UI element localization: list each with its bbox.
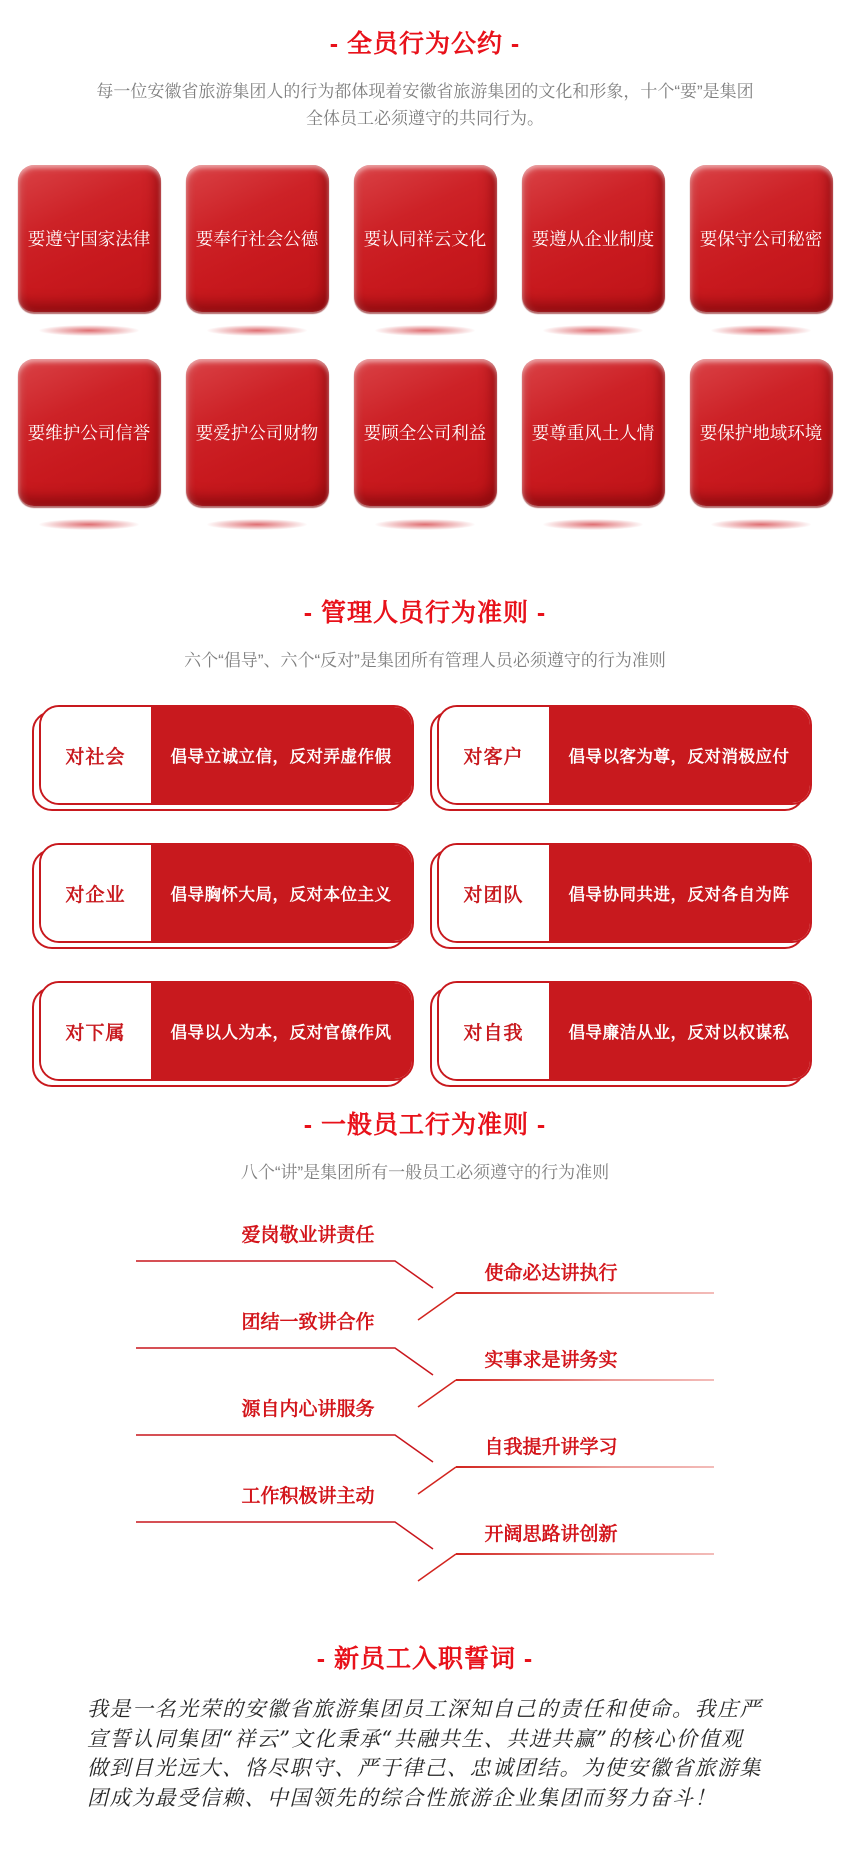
staff-rule-left-label: 爱岗敬业讲责任	[241, 1225, 375, 1246]
rule-target-label: 对团队	[439, 845, 549, 941]
section-all-staff-convention	[0, 0, 850, 506]
behavior-cards-grid	[0, 165, 850, 506]
management-rule-box	[39, 981, 414, 1081]
zigzag-line	[136, 1348, 433, 1375]
management-rule-box	[39, 843, 414, 943]
rule-target-label: 对自我	[439, 983, 549, 1079]
all-staff-convention-title: - 全员行为公约 -	[329, 30, 521, 58]
staff-rules-zigzag-diagram	[0, 1214, 850, 1594]
zigzag-line	[418, 1554, 456, 1581]
behavior-card	[186, 359, 329, 506]
rule-content-label: 倡导协同共进，反对各自为阵	[549, 845, 810, 941]
behavior-card	[18, 165, 161, 312]
staff-rule-right-label: 自我提升讲学习	[484, 1437, 618, 1458]
staff-rule-left-label: 工作积极讲主动	[241, 1486, 375, 1507]
management-rule-row	[39, 981, 414, 1081]
staff-rule-right-label: 使命必达讲执行	[484, 1263, 618, 1284]
rule-content-label: 倡导以客为尊，反对消极应付	[549, 707, 810, 803]
behavior-card	[690, 165, 833, 312]
behavior-card-label: 要遵守国家法律	[27, 229, 151, 249]
section-management-rules	[0, 595, 850, 1081]
behavior-card-label: 要认同祥云文化	[363, 229, 487, 249]
zigzag-line	[136, 1435, 433, 1462]
zigzag-line	[136, 1261, 433, 1288]
management-rule-row	[39, 705, 414, 805]
management-rules-grid	[0, 705, 850, 1081]
zigzag-line	[136, 1522, 433, 1549]
rule-target-label: 对企业	[41, 845, 151, 941]
behavior-card-label: 要保护地域环境	[699, 423, 823, 443]
behavior-card	[186, 165, 329, 312]
behavior-card	[522, 359, 665, 506]
management-rule-row	[437, 705, 812, 805]
behavior-card-label: 要尊重风土人情	[531, 423, 655, 443]
new-employee-oath-text: 我是一名光荣的安徽省旅游集团员工深知自己的责任和使命。我庄严宣誓认同集团“祥云”文化秉承“共融共生、共进共赢”的核心价值观做到目光远大、恪尽职守、严于律己、忠诚团结。为使安徽省旅游集团成为最受信赖、中国领先的综合性旅游企业集团而努力奋斗！	[87, 1697, 762, 1810]
rule-target-label: 对客户	[439, 707, 549, 803]
behavior-card	[18, 359, 161, 506]
behavior-card	[690, 359, 833, 506]
rule-content-label: 倡导立诚立信，反对弄虚作假	[151, 707, 412, 803]
staff-rule-right-label: 开阔思路讲创新	[484, 1524, 618, 1545]
bottom-padding	[0, 1813, 850, 1863]
section-new-employee-oath	[0, 1641, 850, 1813]
behavior-card-label: 要维护公司信誉	[27, 423, 151, 443]
behavior-card	[354, 359, 497, 506]
behavior-card-label: 要顾全公司利益	[363, 423, 487, 443]
management-rules-description: 六个“倡导”、六个“反对”是集团所有管理人员必须遵守的行为准则	[184, 651, 666, 670]
management-rule-row	[39, 843, 414, 943]
zigzag-svg	[0, 1214, 850, 1594]
zigzag-line	[418, 1293, 456, 1320]
management-rule-box	[437, 981, 812, 1081]
behavior-card-label: 要保守公司秘密	[699, 229, 823, 249]
staff-rule-left-label: 团结一致讲合作	[241, 1312, 375, 1333]
management-rule-box	[39, 705, 414, 805]
management-rules-title: - 管理人员行为准则 -	[303, 599, 547, 627]
rule-content-label: 倡导廉洁从业，反对以权谋私	[549, 983, 810, 1079]
section-staff-rules	[0, 1107, 850, 1594]
behavior-card-label: 要奉行社会公德	[195, 229, 319, 249]
behavior-card-label: 要爱护公司财物	[195, 423, 319, 443]
rule-target-label: 对下属	[41, 983, 151, 1079]
management-rule-row	[437, 843, 812, 943]
all-staff-convention-description: 每一位安徽省旅游集团人的行为都体现着安徽省旅游集团的文化和形象，十个“要”是集团全体员工必须遵守的共同行为。	[96, 82, 754, 128]
staff-rules-description: 八个“讲”是集团所有一般员工必须遵守的行为准则	[240, 1163, 610, 1182]
behavior-card	[354, 165, 497, 312]
rule-content-label: 倡导以人为本，反对官僚作风	[151, 983, 412, 1079]
staff-rule-left-label: 源自内心讲服务	[241, 1399, 375, 1420]
management-rule-box	[437, 705, 812, 805]
staff-rules-title: - 一般员工行为准则 -	[303, 1111, 547, 1139]
staff-rule-right-label: 实事求是讲务实	[484, 1350, 618, 1371]
behavior-card	[522, 165, 665, 312]
rule-target-label: 对社会	[41, 707, 151, 803]
zigzag-line	[418, 1467, 456, 1494]
behavior-card-label: 要遵从企业制度	[531, 229, 655, 249]
management-rule-box	[437, 843, 812, 943]
new-employee-oath-title: - 新员工入职誓词 -	[316, 1645, 534, 1673]
rule-content-label: 倡导胸怀大局，反对本位主义	[151, 845, 412, 941]
management-rule-row	[437, 981, 812, 1081]
zigzag-line	[418, 1380, 456, 1407]
